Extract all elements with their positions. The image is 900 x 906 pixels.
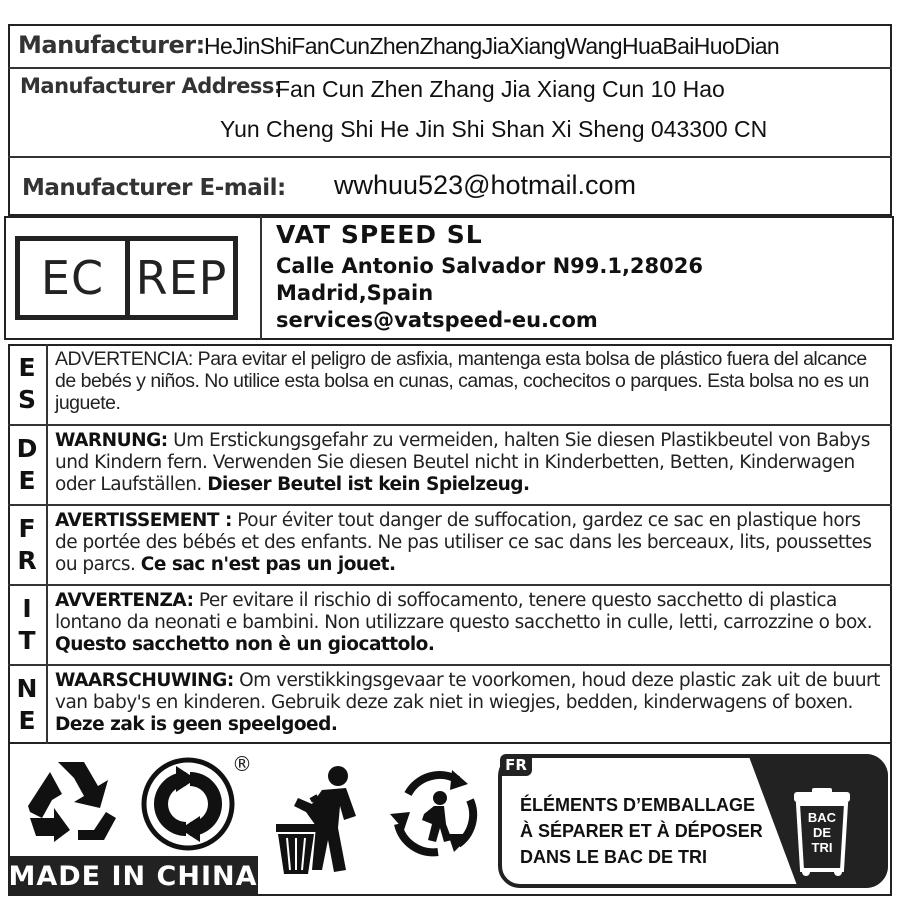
manufacturer-label: Manufacturer: — [18, 31, 205, 59]
divider — [8, 156, 892, 158]
warning-row-de — [8, 424, 892, 504]
language-code-letter: T — [18, 626, 36, 655]
warning-row-es — [8, 344, 892, 424]
ec-rep-symbol — [15, 236, 238, 320]
mobius-person-icon — [388, 764, 484, 860]
bin-label-line: TRI — [811, 840, 833, 855]
warning-body: Um Erstickungsgefahr zu vermeiden, halten Sie diesen Plastikbeutel von Babys und Kindern fern. Verwenden Sie diesen Beutel nicht in Kinderbetten, Betten, Kinderwagen oder Laufställen. — [55, 430, 870, 495]
language-code-it — [8, 586, 48, 664]
warning-row-ne — [8, 664, 892, 744]
warning-text-de — [55, 430, 886, 496]
language-code-letter: I — [22, 594, 32, 623]
warning-text-it — [55, 590, 886, 656]
divider — [260, 216, 262, 340]
language-code-fr — [8, 506, 48, 584]
triman-line: DANS LE BAC DE TRI — [520, 847, 708, 867]
language-code-letter: E — [18, 353, 36, 382]
triman-line: ÉLÉMENTS D’EMBALLAGE — [520, 795, 756, 815]
language-code-es — [8, 344, 48, 424]
warning-row-it — [8, 584, 892, 664]
warning-closing: Deze zak is geen speelgoed. — [55, 714, 338, 735]
ec-rep-city: Madrid,Spain — [276, 281, 434, 305]
manufacturer-email: wwhuu523@hotmail.com — [334, 170, 637, 200]
divider — [8, 67, 892, 69]
language-code-ne — [8, 666, 48, 744]
warning-body: Om verstikkingsgevaar te voorkomen, houd deze plastic zak uit de buurt van baby's en kinderen. Gebruik deze zak niet in wiegjes, bedden, kinderwagens of boxen. — [55, 670, 880, 713]
warning-heading: WAARSCHUWING: — [55, 670, 234, 691]
manufacturer-address-line2: Yun Cheng Shi He Jin Shi Shan Xi Sheng 043300 CN — [220, 116, 768, 142]
recycle-icon — [24, 756, 120, 846]
registered-mark: ® — [232, 752, 252, 776]
triman-line: À SÉPARER ET À DÉPOSER — [520, 821, 763, 841]
tidyman-icon — [272, 764, 368, 876]
warning-text-ne — [55, 670, 886, 736]
ec-rep-street: Calle Antonio Salvador N99.1,28026 — [276, 254, 703, 278]
warning-row-fr — [8, 504, 892, 584]
language-code-letter: E — [18, 466, 36, 495]
bin-label-line: BAC — [807, 810, 837, 825]
language-code-letter: D — [16, 434, 38, 463]
warning-body: Pour éviter tout danger de suffocation, gardez ce sac en plastique hors de portée des bébés et des enfants. Ne pas utiliser ce sac dans les berceaux, lits, poussettes ou parcs. — [55, 510, 872, 575]
language-code-de — [8, 426, 48, 504]
language-code-letter: N — [16, 674, 38, 703]
triman-country-tab: FR — [500, 754, 532, 776]
warning-text-es — [55, 348, 886, 414]
green-dot-icon — [140, 756, 236, 852]
warning-heading: AVERTISSEMENT : — [55, 510, 232, 531]
warning-body: Para evitar el peligro de asfixia, mantenga esta bolsa de plástico fuera del alcance de bebés y niños. No utilice esta bolsa en cunas, camas, cochecitos o parques. Esta bolsa no es un juguete. — [55, 348, 869, 414]
language-code-letter: R — [17, 546, 37, 575]
manufacturer-address-line1: Fan Cun Zhen Zhang Jia Xiang Cun 10 Hao — [276, 76, 725, 102]
rep-symbol-text: REP — [135, 251, 228, 305]
warning-closing: Ce sac n'est pas un jouet. — [140, 554, 396, 575]
manufacturer-name: HeJinShiFanCunZhenZhangJiaXiangWangHuaBaiHuoDian — [204, 33, 780, 59]
warning-heading: WARNUNG: — [55, 430, 168, 451]
manufacturer-email-label: Manufacturer E-mail: — [22, 175, 286, 201]
made-in-china-label: MADE IN CHINA — [8, 856, 258, 896]
bin-label — [798, 810, 846, 855]
language-code-letter: F — [18, 514, 36, 543]
warning-closing: Questo sacchetto non è un giocattolo. — [55, 634, 435, 655]
warning-closing: Dieser Beutel ist kein Spielzeug. — [207, 474, 530, 495]
language-code-letter: E — [18, 706, 36, 735]
warning-text-fr — [55, 510, 886, 576]
ec-symbol-text: EC — [20, 241, 130, 315]
ec-rep-company: VAT SPEED SL — [276, 220, 483, 249]
ec-rep-email: services@vatspeed-eu.com — [276, 308, 598, 332]
manufacturer-address-label: Manufacturer Address: — [20, 74, 282, 98]
warning-heading: ADVERTENCIA: — [55, 348, 193, 370]
language-code-letter: S — [17, 385, 36, 414]
warning-heading: AVVERTENZA: — [55, 590, 194, 611]
bin-label-line: DE — [812, 825, 832, 840]
warning-body: Per evitare il rischio di soffocamento, tenere questo sacchetto di plastica lontano da neonati e bambini. Non utilizzare questo sacchetto in culle, letti, carrozzine o box. — [55, 590, 873, 633]
